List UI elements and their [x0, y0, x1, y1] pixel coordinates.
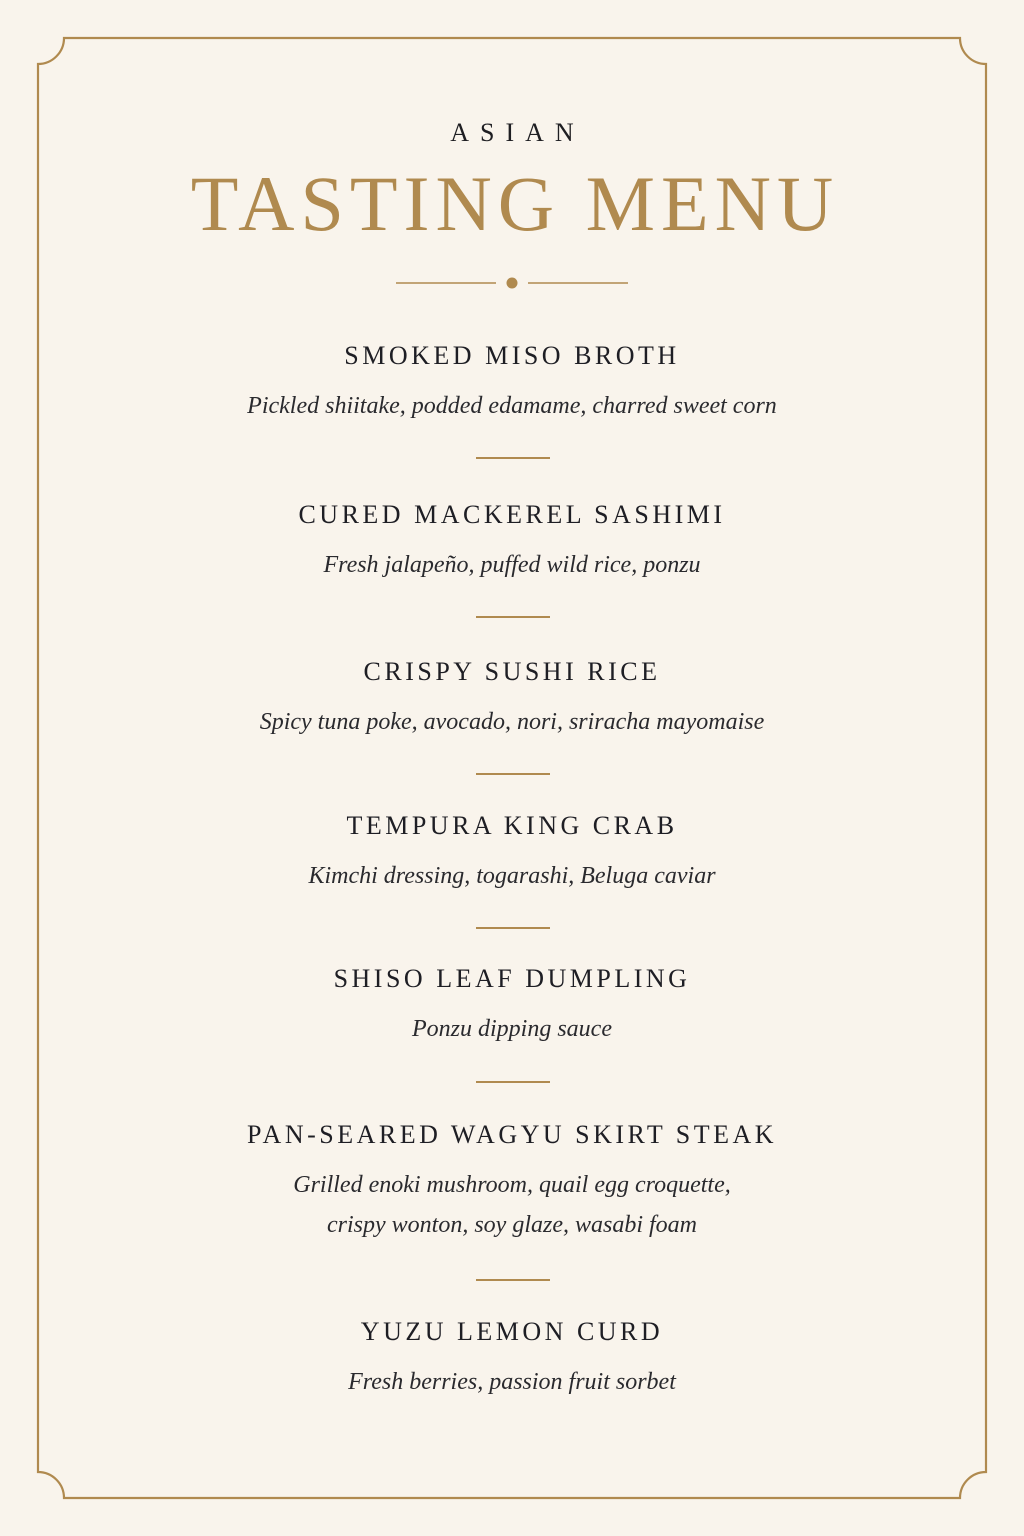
menu-kicker: ASIAN — [450, 118, 585, 147]
course-name: SMOKED MISO BROTH — [344, 341, 680, 370]
course-divider — [476, 773, 550, 775]
course-name: SHISO LEAF DUMPLING — [333, 964, 691, 993]
course-item — [60, 810, 964, 896]
course-item — [60, 499, 964, 585]
menu-title: TASTING MENU — [190, 160, 840, 247]
course-description: Fresh jalapeño, puffed wild rice, ponzu — [323, 552, 701, 578]
course-name: TEMPURA KING CRAB — [346, 811, 678, 840]
course-divider — [476, 1081, 550, 1083]
course-divider — [476, 457, 550, 459]
course-name: CURED MACKEREL SASHIMI — [298, 500, 726, 529]
course-item — [60, 1119, 964, 1245]
title-ornament-divider — [396, 276, 628, 290]
course-item — [60, 1316, 964, 1402]
course-name: YUZU LEMON CURD — [360, 1317, 664, 1346]
course-description: Spicy tuna poke, avocado, nori, sriracha mayomaise — [259, 709, 765, 735]
course-item — [60, 656, 964, 742]
course-name: PAN-SEARED WAGYU SKIRT STEAK — [246, 1120, 778, 1149]
course-description: Grilled enoki mushroom, quail egg croquette, crispy wonton, soy glaze, wasabi foam — [293, 1172, 731, 1238]
course-description: Pickled shiitake, podded edamame, charred sweet corn — [247, 393, 777, 419]
course-divider — [476, 616, 550, 618]
course-divider — [476, 927, 550, 929]
course-name: CRISPY SUSHI RICE — [363, 657, 661, 686]
course-description: Kimchi dressing, togarashi, Beluga caviar — [308, 863, 716, 889]
course-description: Ponzu dipping sauce — [412, 1016, 612, 1042]
course-divider — [476, 1279, 550, 1281]
course-item — [60, 963, 964, 1049]
course-description: Fresh berries, passion fruit sorbet — [348, 1369, 676, 1395]
course-item — [60, 340, 964, 426]
